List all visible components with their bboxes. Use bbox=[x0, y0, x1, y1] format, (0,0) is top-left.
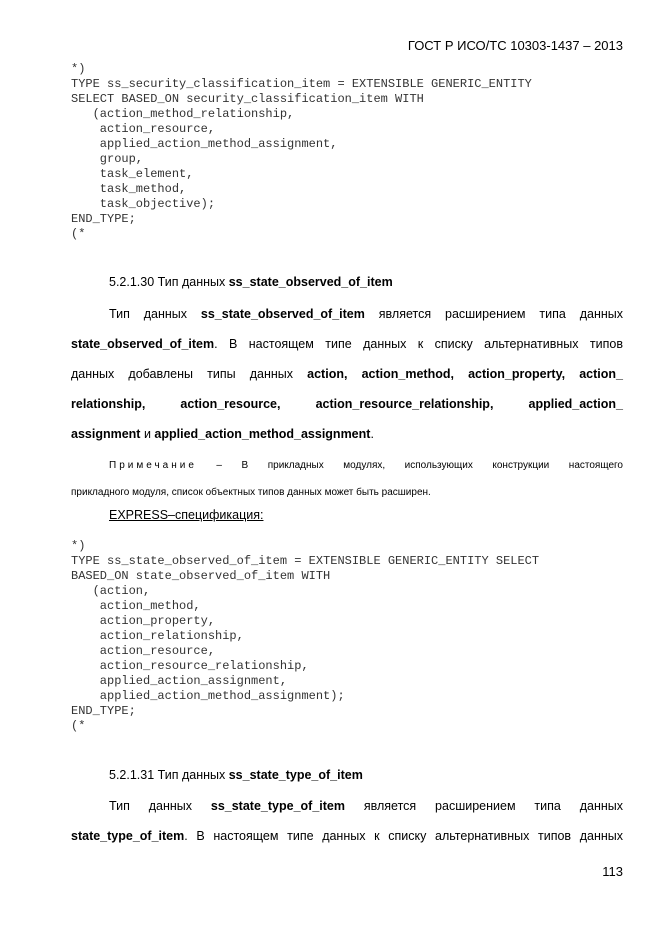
heading-number: 5.2.1.30 Тип данных bbox=[109, 275, 229, 289]
note-line: прикладного модуля, список объектных типов данных может быть расширен. bbox=[71, 487, 431, 498]
heading-type-name: ss_state_type_of_item bbox=[228, 768, 363, 782]
code-line: BASED_ON state_observed_of_item WITH bbox=[71, 569, 331, 583]
code-line: applied_action_method_assignment); bbox=[71, 689, 345, 703]
code-line: TYPE ss_security_classification_item = EXTENSIBLE GENERIC_ENTITY bbox=[71, 77, 532, 91]
type-name: ss_state_type_of_item bbox=[210, 799, 345, 813]
code-line: *) bbox=[71, 539, 86, 553]
text: является расширением типа данных bbox=[364, 307, 623, 321]
express-specification-label: EXPRESS–спецификация: bbox=[109, 508, 264, 522]
code-line: (action, bbox=[71, 584, 151, 598]
paragraph-line bbox=[71, 359, 623, 389]
text: Тип данных bbox=[109, 307, 201, 321]
paragraph-state-type bbox=[71, 791, 623, 851]
code-line: (action_method_relationship, bbox=[71, 107, 295, 121]
code-line: task_element, bbox=[71, 167, 194, 181]
code-line: applied_action_assignment, bbox=[71, 674, 288, 688]
paragraph-line bbox=[71, 389, 623, 419]
code-line: END_TYPE; bbox=[71, 704, 136, 718]
code-block-security-classification bbox=[71, 62, 532, 242]
text: данных добавлены типы данных bbox=[71, 367, 308, 381]
type-names: relationship, action_resource, action_resource_relationship, applied_action_ bbox=[71, 397, 623, 411]
code-line: TYPE ss_state_observed_of_item = EXTENSIBLE GENERIC_ENTITY SELECT bbox=[71, 554, 540, 568]
paragraph-line bbox=[71, 821, 623, 851]
code-line: action_relationship, bbox=[71, 629, 244, 643]
note bbox=[71, 452, 623, 506]
code-line: END_TYPE; bbox=[71, 212, 136, 226]
text: . В настоящем типе данных к списку альтернативных типов bbox=[214, 337, 623, 351]
note-line bbox=[71, 452, 623, 479]
paragraph-state-observed bbox=[71, 299, 623, 449]
code-line: group, bbox=[71, 152, 144, 166]
section-heading-5-2-1-30 bbox=[109, 275, 393, 289]
type-names: action, action_method, action_property, action_ bbox=[307, 367, 623, 381]
section-heading-5-2-1-31 bbox=[109, 768, 363, 782]
code-line: action_resource, bbox=[71, 644, 216, 658]
heading-type-name: ss_state_observed_of_item bbox=[228, 275, 393, 289]
paragraph-line bbox=[71, 791, 623, 821]
paragraph-line bbox=[71, 299, 623, 329]
code-line: action_property, bbox=[71, 614, 216, 628]
page-number: 113 bbox=[602, 864, 623, 879]
type-name: assignment bbox=[71, 427, 141, 441]
code-line: action_resource_relationship, bbox=[71, 659, 309, 673]
code-line: action_method, bbox=[71, 599, 201, 613]
code-line: task_method, bbox=[71, 182, 187, 196]
code-line: action_resource, bbox=[71, 122, 216, 136]
text: . В настоящем типе данных к списку альтернативных типов данных bbox=[184, 829, 623, 843]
code-line: SELECT BASED_ON security_classification_item WITH bbox=[71, 92, 424, 106]
paragraph-line bbox=[71, 419, 623, 449]
code-line: task_objective); bbox=[71, 197, 216, 211]
paragraph-line bbox=[71, 329, 623, 359]
code-line: (* bbox=[71, 227, 86, 241]
code-block-state-observed bbox=[71, 539, 539, 734]
code-line: *) bbox=[71, 62, 86, 76]
text: . bbox=[370, 427, 374, 441]
type-name: ss_state_observed_of_item bbox=[200, 307, 365, 321]
text: и bbox=[140, 427, 155, 441]
type-name: state_observed_of_item bbox=[71, 337, 215, 351]
type-name: applied_action_method_assignment bbox=[154, 427, 371, 441]
text: Тип данных bbox=[109, 799, 211, 813]
code-line: (* bbox=[71, 719, 86, 733]
type-name: state_type_of_item bbox=[71, 829, 185, 843]
page-header: ГОСТ Р ИСО/ТС 10303-1437 – 2013 bbox=[407, 38, 623, 53]
text: является расширением типа данных bbox=[344, 799, 623, 813]
heading-number: 5.2.1.31 Тип данных bbox=[109, 768, 229, 782]
note-text: – В прикладных модулях, использующих конструкции настоящего bbox=[196, 460, 623, 471]
code-line: applied_action_method_assignment, bbox=[71, 137, 338, 151]
note-label: Примечание bbox=[109, 460, 197, 471]
